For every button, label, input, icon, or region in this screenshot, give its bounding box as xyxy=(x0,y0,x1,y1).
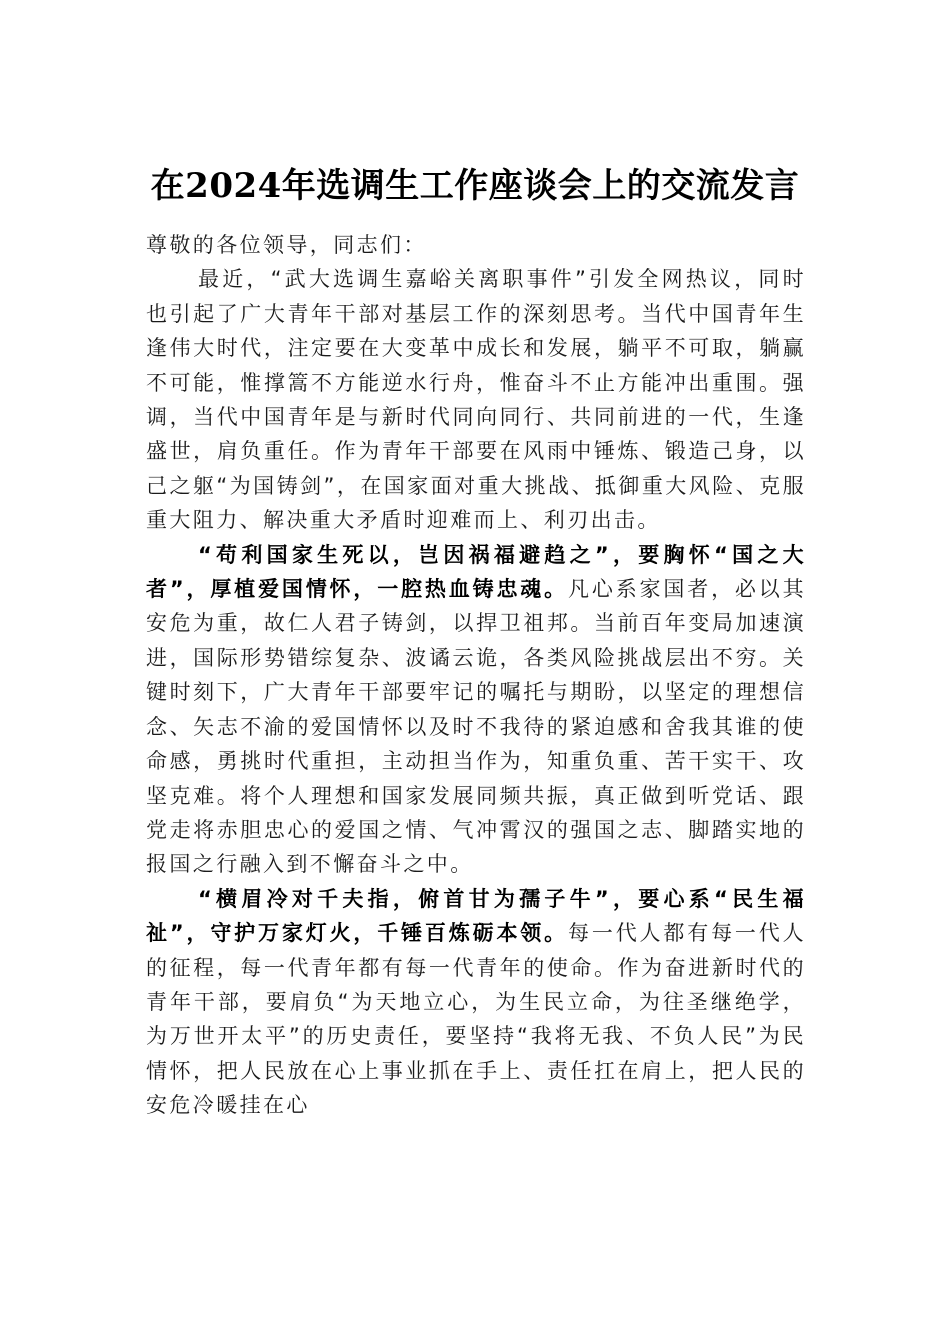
document-title: 在2024年选调生工作座谈会上的交流发言 xyxy=(150,166,800,206)
paragraph-1 xyxy=(146,262,806,537)
paragraph-3-text: 每一代人都有每一代人的征程，每一代青年都有每一代青年的使命。作为奋进新时代的青年干部，要肩负“为天地立心，为生民立命，为往圣继绝学，为万世开太平”的历史责任，要坚持“我将无我、不负人民”为民情怀，把人民放在心上事业抓在手上、责任扛在肩上，把人民的安危冷暖挂在心 xyxy=(146,921,806,1118)
paragraph-3 xyxy=(146,882,806,1123)
document-body xyxy=(146,228,806,1123)
salutation: 尊敬的各位领导，同志们： xyxy=(146,233,427,257)
paragraph-2 xyxy=(146,538,806,882)
paragraph-2-lead: “苟利国家生死以，岂因祸福避趋之”，要胸怀“国之大者”，厚植爱国情怀，一腔热血铸忠魂。 xyxy=(146,542,806,602)
paragraph-1-text: 最近，“武大选调生嘉峪关离职事件”引发全网热议，同时也引起了广大青年干部对基层工作的深刻思考。当代中国青年生逢伟大时代，注定要在大变革中成长和发展，躺平不可取，躺赢不可能，惟撑篙不方能逆水行舟，惟奋斗不止方能冲出重围。强调，当代中国青年是与新时代同向同行、共同前进的一代，生逢盛世，肩负重任。作为青年干部要在风雨中锤炼、锻造己身，以己之躯“为国铸剑”，在国家面对重大挑战、抵御重大风险、克服重大阻力、解决重大矛盾时迎难而上、利刃出击。 xyxy=(146,267,806,533)
paragraph-3-lead: “横眉冷对千夫指，俯首甘为孺子牛”，要心系“民生福祉”，守护万家灯火，千锤百炼砺本领。 xyxy=(146,886,806,946)
paragraph-2-text: 凡心系家国者，必以其安危为重，故仁人君子铸剑，以捍卫祖邦。当前百年变局加速演进，国际形势错综复杂、波谲云诡，各类风险挑战层出不穷。关键时刻下，广大青年干部要牢记的嘱托与期盼，以坚定的理想信念、矢志不渝的爱国情怀以及时不我待的紧迫感和舍我其谁的使命感，勇挑时代重担，主动担当作为，知重负重、苦干实干、攻坚克难。将个人理想和国家发展同频共振，真正做到听党话、跟党走将赤胆忠心的爱国之情、气冲霄汉的强国之志、脚踏实地的报国之行融入到不懈奋斗之中。 xyxy=(146,577,806,877)
